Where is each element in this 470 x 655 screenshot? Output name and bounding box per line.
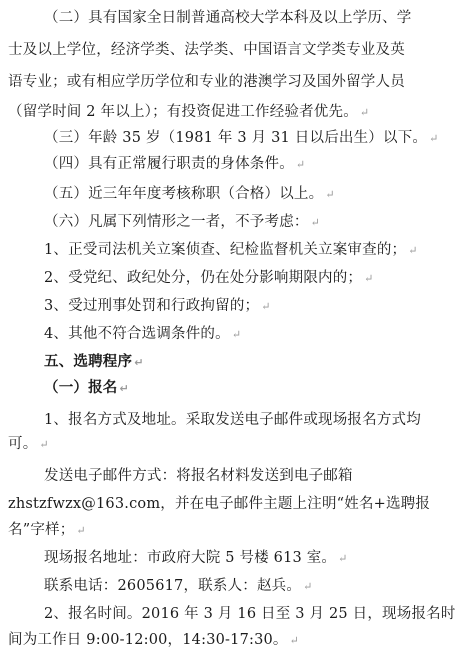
paragraph-line: 语专业；或有相应学历学位和专业的港澳学习及国外留学人员 [8,74,405,90]
paragraph-mark-icon: ↵ [325,188,335,201]
paragraph-line: （五）近三年年度考核称职（合格）以上。 ↵ [44,186,335,202]
paragraph-mark-icon: ↵ [261,300,271,313]
paragraph-line: （四）具有正常履行职责的身体条件。 ↵ [44,156,306,172]
paragraph-line: （二）具有国家全日制普通高校大学本科及以上学历、学 [44,10,412,26]
paragraph-mark-icon: ↵ [231,328,242,341]
paragraph-mark-icon: ↵ [134,356,144,369]
paragraph-mark-icon: ↵ [338,552,348,565]
paragraph-mark-icon: ↵ [289,634,300,647]
paragraph-mark-icon: ↵ [119,382,129,395]
paragraph-line: 现场报名地址：市政府大院 5 号楼 613 室。 ↵ [44,550,348,566]
paragraph-line: 2、报名时间。2016 年 3 月 16 日至 3 月 25 日，现场报名时 [44,606,456,622]
paragraph-mark-icon: ↵ [39,438,49,451]
section-heading: 五、选聘程序 ↵ [44,354,144,370]
paragraph-line: （留学时间 2 年以上）；有投资促进工作经验者优先。 ↵ [8,104,370,120]
paragraph-line: 1、正受司法机关立案侦查、纪检监督机关立案审查的； ↵ [44,242,418,258]
paragraph-line: 4、其他不符合选调条件的。 ↵ [44,326,242,342]
paragraph-line: 间为工作日 9:00-12:00，14:30-17:30。 ↵ [8,632,300,648]
paragraph-line: （六）凡属下列情形之一者，不予考虑： ↵ [44,214,321,230]
paragraph-line: 发送电子邮件方式：将报名材料发送到电子邮箱 [44,468,353,484]
subsection-heading: （一）报名 ↵ [44,380,129,396]
paragraph-line: 2、受党纪、政纪处分，仍在处分影响期限内的； ↵ [44,270,374,286]
paragraph-mark-icon: ↵ [310,216,321,229]
paragraph-line: 1、报名方式及地址。采取发送电子邮件或现场报名方式均 [44,412,421,428]
paragraph-line: 名”字样； ↵ [8,522,86,538]
paragraph-line: 3、受过刑事处罚和行政拘留的； ↵ [44,298,271,314]
paragraph-mark-icon: ↵ [359,106,370,119]
paragraph-mark-icon: ↵ [295,158,306,171]
paragraph-line: 士及以上学位，经济学类、法学类、中国语言文学类专业及英 [8,42,405,58]
paragraph-line: （三）年龄 35 岁（1981 年 3 月 31 日以后出生）以下。 ↵ [44,130,439,146]
paragraph-mark-icon: ↵ [429,132,439,145]
email-line: zhstzfwzx@163.com，并在电子邮件主题上注明“姓名+选聘报 [8,496,431,512]
paragraph-mark-icon: ↵ [303,580,313,593]
paragraph-mark-icon: ↵ [364,272,374,285]
paragraph-mark-icon: ↵ [408,244,418,257]
paragraph-line: 联系电话：2605617，联系人：赵兵。 ↵ [44,578,313,594]
paragraph-mark-icon: ↵ [76,524,86,537]
paragraph-line: 可。 ↵ [8,436,49,452]
